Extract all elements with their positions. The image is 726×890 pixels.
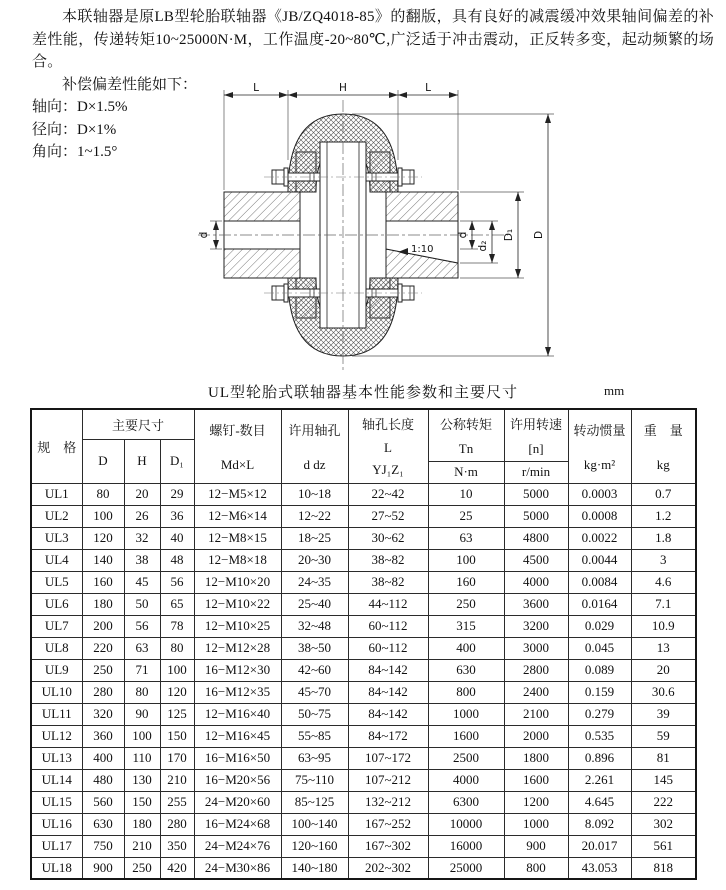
table-cell: 12−M6×14: [194, 505, 281, 527]
table-cell: 180: [124, 813, 160, 835]
table-cell: 3600: [504, 593, 568, 615]
table-cell: 78: [160, 615, 194, 637]
table-row: [31, 527, 696, 549]
table-cell: 10000: [428, 813, 504, 835]
table-cell: UL9: [31, 659, 82, 681]
table-cell: 120: [160, 681, 194, 703]
table-cell: 20~30: [281, 549, 348, 571]
table-cell: 22~42: [348, 483, 428, 505]
col-header-D1: D₁: [160, 439, 194, 483]
table-unit-label: mm: [604, 383, 625, 398]
table-cell: 10~18: [281, 483, 348, 505]
dim-label-L-left: L: [253, 82, 259, 94]
col-header-weight: [631, 409, 696, 483]
bore-label: 许用轴孔: [288, 423, 341, 438]
table-cell: 1000: [504, 813, 568, 835]
table-cell: 59: [631, 725, 696, 747]
table-cell: 800: [504, 857, 568, 879]
table-cell: 16−M24×68: [194, 813, 281, 835]
table-cell: 160: [82, 571, 124, 593]
dim-label-d-left: d: [198, 231, 210, 239]
table-cell: 30~62: [348, 527, 428, 549]
table-cell: 4500: [504, 549, 568, 571]
table-cell: 220: [82, 637, 124, 659]
table-cell: 24~35: [281, 571, 348, 593]
table-cell: 320: [82, 703, 124, 725]
table-row: [31, 681, 696, 703]
col-header-inertia: [568, 409, 631, 483]
table-cell: 630: [82, 813, 124, 835]
table-cell: 0.089: [568, 659, 631, 681]
table-cell: 4.6: [631, 571, 696, 593]
screws-label: 螺钉-数目: [209, 423, 266, 438]
table-cell: 32: [124, 527, 160, 549]
table-cell: 20.017: [568, 835, 631, 857]
table-cell: UL14: [31, 769, 82, 791]
table-cell: 5000: [504, 505, 568, 527]
table-cell: 85~125: [281, 791, 348, 813]
table-cell: 16−M20×56: [194, 769, 281, 791]
col-header-bore-length: [348, 409, 428, 483]
table-cell: 38: [124, 549, 160, 571]
table-cell: 50~75: [281, 703, 348, 725]
table-cell: 48: [160, 549, 194, 571]
table-cell: UL2: [31, 505, 82, 527]
header-row-1: [31, 409, 696, 439]
screws-sub-label: Md×L: [220, 456, 255, 472]
table-cell: 0.535: [568, 725, 631, 747]
table-cell: 27~52: [348, 505, 428, 527]
table-cell: 56: [124, 615, 160, 637]
table-cell: 302: [631, 813, 696, 835]
table-cell: 12−M5×12: [194, 483, 281, 505]
table-cell: 32~48: [281, 615, 348, 637]
table-cell: 84~142: [348, 681, 428, 703]
bore-sub-label: d dz: [303, 456, 326, 472]
table-cell: 750: [82, 835, 124, 857]
table-cell: 7.1: [631, 593, 696, 615]
table-cell: 90: [124, 703, 160, 725]
table-cell: 6300: [428, 791, 504, 813]
table-cell: 107~172: [348, 747, 428, 769]
table-cell: 420: [160, 857, 194, 879]
table-cell: UL16: [31, 813, 82, 835]
table-cell: 36: [160, 505, 194, 527]
table-cell: 45~70: [281, 681, 348, 703]
table-row: [31, 571, 696, 593]
dim-label-H: H: [339, 82, 347, 94]
dim-label-d-right: d: [457, 231, 469, 239]
table-cell: 0.159: [568, 681, 631, 703]
table-title: UL型轮胎式联轴器基本性能参数和主要尺寸: [208, 385, 518, 401]
table-cell: 255: [160, 791, 194, 813]
table-cell: 16−M12×35: [194, 681, 281, 703]
table-cell: 80: [124, 681, 160, 703]
table-cell: 65: [160, 593, 194, 615]
col-header-D: D: [82, 439, 124, 483]
table-cell: 80: [82, 483, 124, 505]
table-cell: 100: [160, 659, 194, 681]
table-cell: 24−M30×86: [194, 857, 281, 879]
table-cell: 4000: [428, 769, 504, 791]
table-cell: 2400: [504, 681, 568, 703]
table-cell: 561: [631, 835, 696, 857]
table-cell: 200: [82, 615, 124, 637]
table-cell: 2000: [504, 725, 568, 747]
table-cell: 0.0003: [568, 483, 631, 505]
table-cell: 630: [428, 659, 504, 681]
table-cell: UL13: [31, 747, 82, 769]
table-cell: 180: [82, 593, 124, 615]
table-cell: UL18: [31, 857, 82, 879]
table-cell: 20: [631, 659, 696, 681]
table-cell: 38~82: [348, 571, 428, 593]
table-cell: 38~82: [348, 549, 428, 571]
table-cell: 2800: [504, 659, 568, 681]
table-cell: 150: [124, 791, 160, 813]
table-cell: 120~160: [281, 835, 348, 857]
table-cell: 800: [428, 681, 504, 703]
table-cell: UL10: [31, 681, 82, 703]
col-header-spec: 规 格: [31, 409, 82, 483]
table-cell: 2.261: [568, 769, 631, 791]
weight-label: 重 量: [643, 423, 683, 438]
table-cell: 60~112: [348, 637, 428, 659]
table-cell: 1.2: [631, 505, 696, 527]
table-cell: 16−M16×50: [194, 747, 281, 769]
table-cell: 150: [160, 725, 194, 747]
speed-label: 许用转速: [509, 417, 562, 432]
table-cell: 100: [428, 549, 504, 571]
dim-label-D1: D₁: [503, 228, 515, 242]
table-cell: 315: [428, 615, 504, 637]
table-cell: 26: [124, 505, 160, 527]
table-cell: 280: [82, 681, 124, 703]
table-cell: 145: [631, 769, 696, 791]
taper-label: 1:10: [411, 244, 434, 255]
table-cell: 5000: [504, 483, 568, 505]
table-cell: 29: [160, 483, 194, 505]
table-cell: 210: [160, 769, 194, 791]
table-cell: 0.0044: [568, 549, 631, 571]
table-cell: 350: [160, 835, 194, 857]
table-row: [31, 857, 696, 879]
table-cell: 25000: [428, 857, 504, 879]
table-cell: UL12: [31, 725, 82, 747]
table-cell: UL6: [31, 593, 82, 615]
table-cell: 10.9: [631, 615, 696, 637]
table-cell: 1600: [428, 725, 504, 747]
table-cell: 110: [124, 747, 160, 769]
table-cell: 10: [428, 483, 504, 505]
table-cell: 50: [124, 593, 160, 615]
table-cell: 2100: [504, 703, 568, 725]
table-cell: 56: [160, 571, 194, 593]
table-cell: UL1: [31, 483, 82, 505]
table-cell: 132~212: [348, 791, 428, 813]
table-cell: UL3: [31, 527, 82, 549]
table-cell: 0.0022: [568, 527, 631, 549]
table-row: [31, 637, 696, 659]
table-cell: 81: [631, 747, 696, 769]
table-cell: 12−M16×40: [194, 703, 281, 725]
table-cell: 100: [124, 725, 160, 747]
table-cell: 167~252: [348, 813, 428, 835]
table-row: [31, 747, 696, 769]
table-cell: 3: [631, 549, 696, 571]
table-cell: 84~172: [348, 725, 428, 747]
table-row: [31, 549, 696, 571]
torque-label: 公称转矩: [439, 417, 492, 432]
dim-label-d2: d₂: [477, 240, 489, 252]
table-cell: 12−M16×45: [194, 725, 281, 747]
col-header-screws: [194, 409, 281, 483]
table-cell: 24−M24×76: [194, 835, 281, 857]
table-cell: 250: [428, 593, 504, 615]
table-cell: 13: [631, 637, 696, 659]
spec-table-body: [31, 483, 696, 879]
table-cell: 480: [82, 769, 124, 791]
table-cell: 167~302: [348, 835, 428, 857]
table-cell: 80: [160, 637, 194, 659]
table-cell: 0.0084: [568, 571, 631, 593]
table-cell: 0.045: [568, 637, 631, 659]
table-cell: 100: [82, 505, 124, 527]
weight-unit: kg: [656, 456, 670, 472]
col-header-main-dims: 主要尺寸: [82, 409, 194, 439]
table-cell: 84~142: [348, 703, 428, 725]
table-cell: 84~142: [348, 659, 428, 681]
table-cell: 0.896: [568, 747, 631, 769]
table-cell: 12~22: [281, 505, 348, 527]
table-cell: 1000: [428, 703, 504, 725]
col-header-bore: [281, 409, 348, 483]
table-cell: 12−M12×28: [194, 637, 281, 659]
table-cell: 818: [631, 857, 696, 879]
radial-spec: 径向：D×1%: [32, 121, 117, 138]
table-cell: 16000: [428, 835, 504, 857]
table-cell: 44~112: [348, 593, 428, 615]
table-cell: 63~95: [281, 747, 348, 769]
dim-label-L-right: L: [425, 82, 431, 94]
table-cell: 222: [631, 791, 696, 813]
table-row: [31, 835, 696, 857]
table-row: [31, 813, 696, 835]
table-row: [31, 505, 696, 527]
table-cell: UL5: [31, 571, 82, 593]
table-cell: UL8: [31, 637, 82, 659]
table-cell: 130: [124, 769, 160, 791]
spec-table: [30, 408, 697, 880]
table-cell: 4.645: [568, 791, 631, 813]
table-cell: 125: [160, 703, 194, 725]
table-cell: 24−M20×60: [194, 791, 281, 813]
table-cell: 0.0008: [568, 505, 631, 527]
table-cell: 16−M12×30: [194, 659, 281, 681]
table-cell: 1200: [504, 791, 568, 813]
table-cell: 25: [428, 505, 504, 527]
bore-length-sub1: L: [384, 439, 392, 455]
table-cell: 400: [82, 747, 124, 769]
inertia-label: 转动惯量: [573, 423, 626, 438]
table-cell: 63: [428, 527, 504, 549]
compensation-title: 补偿偏差性能如下：: [62, 76, 198, 93]
inertia-unit: kg·m²: [583, 456, 616, 472]
table-cell: 60~112: [348, 615, 428, 637]
table-cell: 900: [504, 835, 568, 857]
table-cell: 100~140: [281, 813, 348, 835]
table-row: [31, 769, 696, 791]
table-cell: 75~110: [281, 769, 348, 791]
intro-paragraph: 本联轴器是原LB型轮胎联轴器《JB/ZQ4018-85》的翻版，具有良好的减震缓冲效果轴间偏差的补差性能，传递转矩10~25000N·M，工作温度-20~80℃,广泛适于冲击震动，正反转多变，起动频繁的场合。: [32, 9, 714, 70]
table-cell: 1800: [504, 747, 568, 769]
table-cell: 12−M10×22: [194, 593, 281, 615]
table-cell: 0.7: [631, 483, 696, 505]
table-cell: 18~25: [281, 527, 348, 549]
table-row: [31, 703, 696, 725]
table-row: [31, 593, 696, 615]
table-cell: 1.8: [631, 527, 696, 549]
spec-table-header: [31, 409, 696, 483]
table-cell: 12−M8×18: [194, 549, 281, 571]
speed-symbol: [n]: [528, 440, 544, 456]
table-cell: 40: [160, 527, 194, 549]
table-cell: 12−M10×25: [194, 615, 281, 637]
table-cell: 63: [124, 637, 160, 659]
bore-length-sub2: YJ₁Z₁: [372, 462, 404, 478]
table-cell: 560: [82, 791, 124, 813]
table-cell: 25~40: [281, 593, 348, 615]
table-cell: 39: [631, 703, 696, 725]
table-cell: 0.279: [568, 703, 631, 725]
table-cell: 202~302: [348, 857, 428, 879]
table-cell: 3000: [504, 637, 568, 659]
table-row: [31, 659, 696, 681]
table-cell: 900: [82, 857, 124, 879]
table-cell: 140~180: [281, 857, 348, 879]
angular-spec: 角向：1~1.5°: [32, 144, 118, 160]
table-cell: 55~85: [281, 725, 348, 747]
table-cell: 210: [124, 835, 160, 857]
table-cell: 38~50: [281, 637, 348, 659]
table-cell: 30.6: [631, 681, 696, 703]
table-cell: UL4: [31, 549, 82, 571]
col-header-speed-unit: r/min: [504, 461, 568, 483]
table-row: [31, 791, 696, 813]
table-cell: 71: [124, 659, 160, 681]
table-cell: 43.053: [568, 857, 631, 879]
col-header-speed: [504, 409, 568, 461]
table-cell: 170: [160, 747, 194, 769]
table-cell: 3200: [504, 615, 568, 637]
table-cell: 4800: [504, 527, 568, 549]
table-cell: 0.029: [568, 615, 631, 637]
table-cell: 4000: [504, 571, 568, 593]
coupling-drawing: [106, 80, 586, 382]
col-header-torque-unit: N·m: [428, 461, 504, 483]
table-cell: UL11: [31, 703, 82, 725]
col-header-torque: [428, 409, 504, 461]
table-cell: 12−M8×15: [194, 527, 281, 549]
table-row: [31, 615, 696, 637]
col-header-H: H: [124, 439, 160, 483]
table-title-row: [0, 381, 726, 402]
table-cell: 12−M10×20: [194, 571, 281, 593]
table-cell: UL15: [31, 791, 82, 813]
table-cell: 250: [82, 659, 124, 681]
table-cell: 20: [124, 483, 160, 505]
table-cell: UL7: [31, 615, 82, 637]
table-cell: 400: [428, 637, 504, 659]
table-cell: 1600: [504, 769, 568, 791]
table-cell: 250: [124, 857, 160, 879]
table-cell: 0.0164: [568, 593, 631, 615]
table-cell: 360: [82, 725, 124, 747]
table-cell: 120: [82, 527, 124, 549]
bore-length-label: 轴孔长度: [361, 417, 414, 433]
torque-symbol: Tn: [458, 440, 474, 456]
axial-spec: 轴向：D×1.5%: [32, 99, 128, 115]
table-row: [31, 725, 696, 747]
table-cell: 2500: [428, 747, 504, 769]
dim-label-D: D: [533, 230, 545, 240]
table-cell: UL17: [31, 835, 82, 857]
table-row: [31, 483, 696, 505]
table-cell: 8.092: [568, 813, 631, 835]
coupling-drawing-svg: [106, 80, 586, 382]
table-cell: 45: [124, 571, 160, 593]
table-cell: 140: [82, 549, 124, 571]
table-cell: 107~212: [348, 769, 428, 791]
table-cell: 160: [428, 571, 504, 593]
table-cell: 42~60: [281, 659, 348, 681]
table-cell: 280: [160, 813, 194, 835]
